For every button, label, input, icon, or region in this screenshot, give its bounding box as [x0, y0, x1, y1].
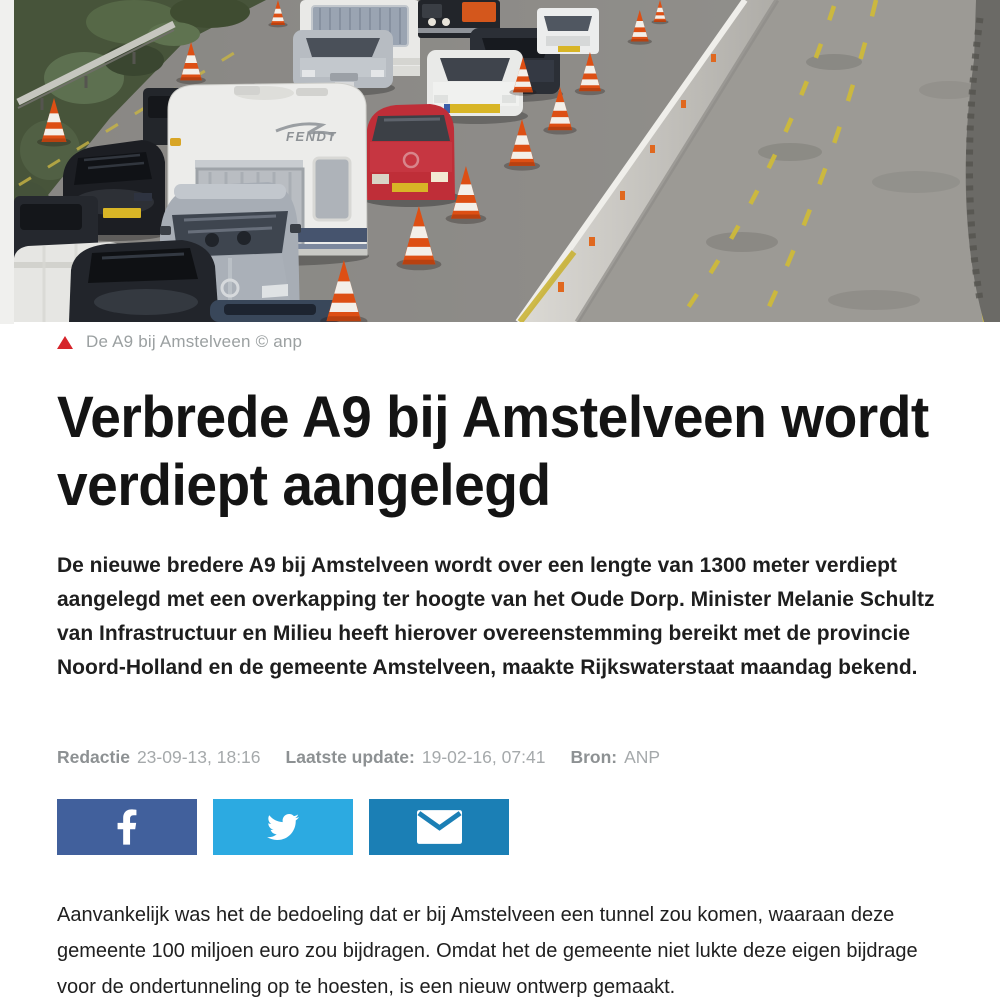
byline [57, 747, 660, 768]
white-van [537, 8, 599, 54]
twitter-share-button[interactable] [213, 799, 353, 855]
title-line-2: verdiept aangelegd [57, 453, 551, 518]
byline-author: Redactie [57, 747, 130, 767]
share-buttons [57, 799, 509, 855]
email-share-button[interactable] [369, 799, 509, 855]
red-car [361, 104, 461, 207]
byline-source-value: ANP [624, 747, 661, 767]
left-gutter [0, 0, 14, 324]
page-title [57, 384, 975, 520]
byline-updated-group [286, 747, 546, 768]
up-triangle-icon [57, 336, 73, 349]
envelope-icon [417, 810, 462, 844]
hero-photo-illustration [14, 0, 1000, 322]
caravan-brand-text: FENDT [286, 129, 337, 144]
article-intro: De nieuwe bredere A9 bij Amstelveen wordt over een lengte van 1300 meter verdiept aangelegd met een overkapping ter hoogte van het Oude Dorp. Minister Melanie Schultz van Infrastructuur en Milieu heeft hierover overeenstemming bereikt met de provincie Noord-Holland en de gemeente Amstelveen, maakte Rijkswaterstaat maandag bekend. [57, 554, 935, 679]
facebook-f-icon [116, 809, 138, 845]
facebook-share-button[interactable] [57, 799, 197, 855]
title-line-1: Verbrede A9 bij Amstelveen wordt [57, 385, 929, 450]
hero-image [14, 0, 1000, 322]
photo-caption [57, 332, 302, 352]
twitter-bird-icon [264, 811, 302, 843]
byline-source-label: Bron: [570, 747, 618, 767]
photo-caption-text: De A9 bij Amstelveen © anp [86, 332, 303, 351]
byline-author-group [57, 747, 261, 768]
article-body: Aanvankelijk was het de bedoeling dat er bij Amstelveen een tunnel zou komen, waaraan deze gemeente 100 miljoen euro zou bijdragen. Omdat het de gemeente niet lukte deze eigen bijdrage voor de ondertunneling op te hoesten, is een nieuw ontwerp gemaakt. [57, 904, 918, 998]
byline-updated-date: 19-02-16, 07:41 [421, 747, 546, 767]
byline-source-group [570, 747, 660, 768]
byline-published-date: 23-09-13, 18:16 [136, 747, 261, 767]
byline-updated-label: Laatste update: [285, 747, 415, 767]
